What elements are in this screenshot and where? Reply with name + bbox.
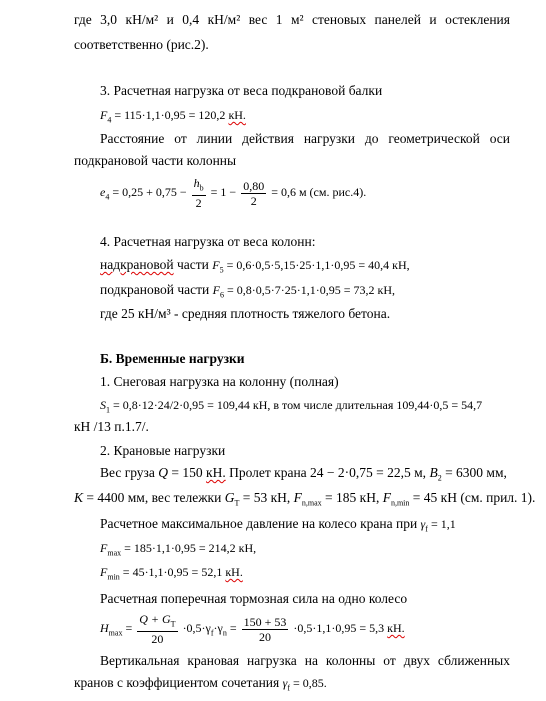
formula-text: = 4400 мм, вес тележки <box>86 490 222 505</box>
fraction <box>241 179 266 208</box>
formula-text: = 115·1,1·0,95 = 120,2 <box>114 108 226 122</box>
fraction-denominator: 2 <box>250 193 257 208</box>
formula-text: ·γ <box>213 621 223 635</box>
formula-f6: подкрановой части $F_6 = 0,8\cdot 0,5\cdot 7\cdot 25\cdot 1,1\cdot 0,95 = 73,2$ кН, <box>100 282 395 300</box>
fraction-numerator: h <box>193 176 200 191</box>
text-label: Расчетное максимальное давление на колесо крана при <box>100 516 418 531</box>
formula-text: = 1 − <box>210 185 237 199</box>
formula-text: = 0,6 м (см. рис.4). <box>271 185 367 199</box>
fraction: $\frac{h_b}{2}$ <box>193 176 204 211</box>
text-line: кранов с коэффициентом сочетания $\gamma_f = 0,85$. <box>74 675 327 693</box>
fraction <box>242 615 289 644</box>
text-label: подкрановой части <box>100 282 210 297</box>
formula-s1: $S_1 = 0,8\cdot 12\cdot 24/2\cdot 0,95 = 109,44$ кН, в том числе длительная 109,44·0,5 = 54,7 <box>100 398 483 415</box>
text-line: Вертикальная крановая нагрузка на колонны от двух сближенных <box>100 653 510 668</box>
unit-text: кН. <box>387 621 405 635</box>
section-heading: 2. Крановые нагрузки <box>100 443 226 458</box>
text-line: где 25 кН/м³ - средняя плотность тяжелого бетона. <box>100 306 391 321</box>
formula-text: = 6300 мм, <box>445 465 507 480</box>
unit-text: кН. <box>225 565 243 579</box>
formula-text: ·0,5·1,1·0,95 = 5,3 <box>293 621 385 635</box>
text-line: Расчетная поперечная тормозная сила на одно колесо <box>100 591 408 606</box>
fraction-numerator: Q + G <box>139 612 171 627</box>
formula-text: = 0,8·0,5·7·25·1,1·0,95 = 73,2 кН, <box>226 283 395 297</box>
fraction-denominator: 20 <box>259 629 272 644</box>
text-line: Расчетное максимальное давление на колесо крана при $\gamma_f = 1,1$ <box>100 516 456 534</box>
text-line-crane: K = 4400 мм, вес тележки $G_T = 53$ кН, $F_{n,max} = 185$ кН, $F_{n,min} = 45$ кН (см. прил. 1). <box>74 490 536 508</box>
formula-text: = 185·1,1·0,95 = 214,2 кН, <box>124 541 257 555</box>
section-heading-bold: Б. Временные нагрузки <box>100 351 245 366</box>
text-line: Расстояние от линии действия нагрузки до геометрической оси <box>100 131 510 146</box>
fraction-numerator: 0,80 <box>243 178 265 193</box>
fraction: $\frac{Q + G_T}{20}$ <box>139 612 176 647</box>
text-line: соответственно (рис.2). <box>74 37 209 52</box>
formula-e4: $e_4 = 0,25 + 0,75$ − $\frac{h_b}{2}$ = 1 − $\frac{0,80}{2}$ = 0,6 м (см. рис.4). <box>100 176 367 211</box>
fraction-denominator: 2 <box>195 196 202 211</box>
text-line: где 3,0 кН/м² и 0,4 кН/м² вес 1 м² стеновых панелей и остекления <box>74 12 510 27</box>
text-line: подкрановой части колонны <box>74 153 237 168</box>
formula-text: = 1,1 <box>430 517 456 531</box>
text-label: надкрановой <box>100 257 174 272</box>
fraction-denominator: 20 <box>151 632 164 647</box>
formula-text: = 0,85. <box>293 676 327 690</box>
text-label: части <box>173 257 209 272</box>
unit-text: кН. <box>228 108 246 122</box>
text-label: Вес груза <box>100 465 155 480</box>
formula-f4: $F_4 = 115\cdot 1,1\cdot 0,95 = 120,2$ кН. <box>100 108 246 125</box>
formula-text: = 0,25 + 0,75 − <box>112 185 187 199</box>
formula-text: = <box>229 621 237 635</box>
formula-fmax: $F_{max} = 185\cdot 1,1\cdot 0,95 = 214,2$ кН, <box>100 541 257 558</box>
formula-text: = 0,8·12·24/2·0,95 = 109,44 кН, в том числе длительная 109,44·0,5 = 54,7 <box>113 398 483 412</box>
formula-fmin: $F_{min} = 45\cdot 1,1\cdot 0,95 = 52,1$ кН. <box>100 565 243 582</box>
formula-text: = 53 кН, <box>242 490 291 505</box>
formula-text: = 185 кН, <box>325 490 380 505</box>
formula-f5: надкрановой части $F_5 = 0,6\cdot 0,5\cdot 5,15\cdot 25\cdot 1,1\cdot 0,95 = 40,4$ кН, <box>100 257 410 275</box>
text-line: кН /13 п.1.7/. <box>74 419 149 434</box>
text-label: кранов с коэффициентом сочетания <box>74 675 280 690</box>
formula-text: = 0,6·0,5·5,15·25·1,1·0,95 = 40,4 кН, <box>226 258 410 272</box>
section-heading: 1. Снеговая нагрузка на колонну (полная) <box>100 374 339 389</box>
formula-text: = 45 кН (см. прил. 1). <box>412 490 536 505</box>
section-heading: 4. Расчетная нагрузка от веса колонн: <box>100 234 316 249</box>
unit-text: кН. <box>206 465 226 480</box>
formula-text: ·0,5·γ <box>182 621 211 635</box>
formula-text: Пролет крана 24 − 2·0,75 = 22,5 м, <box>229 465 427 480</box>
formula-text: = 150 <box>171 465 203 480</box>
text-line-crane: Вес груза Q = 150 кН. Пролет крана 24 − 2·0,75 = 22,5 м, $B_2 = 6300$ мм, <box>100 465 507 483</box>
formula-hmax: $H_{max}$ = $\frac{Q + G_T}{20}$ $\cdot 0,5\cdot\gamma_f\cdot\gamma_n$ = $\frac{150 + 53}{20}$ ·0,5·1,1·0,95 = 5,3 кН. <box>100 612 405 647</box>
fraction-numerator: 150 + 53 <box>243 614 287 629</box>
formula-text: = 45·1,1·0,95 = 52,1 <box>122 565 223 579</box>
section-heading: 3. Расчетная нагрузка от веса подкрановой балки <box>100 83 383 98</box>
